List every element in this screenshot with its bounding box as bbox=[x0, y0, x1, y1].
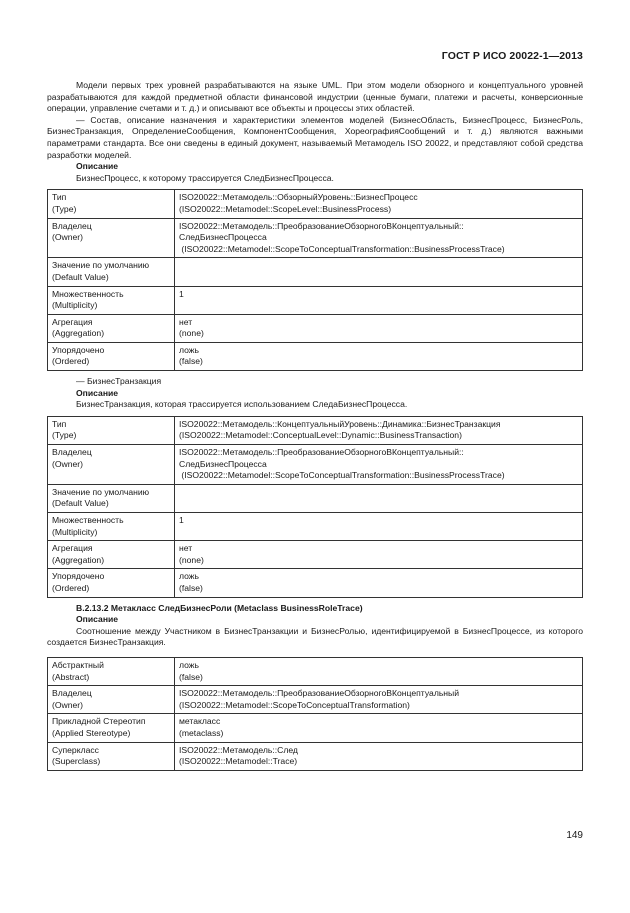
cell-line: СледБизнесПроцесса bbox=[179, 232, 267, 243]
cell-line: ложь bbox=[179, 659, 200, 670]
cell-line: Прикладной Стереотип bbox=[52, 716, 146, 727]
table-row bbox=[48, 314, 583, 342]
cell-line: Владелец bbox=[52, 447, 92, 458]
property-name-cell bbox=[48, 513, 175, 541]
cell-line: Абстрактный bbox=[52, 659, 104, 670]
description-heading: Описание bbox=[76, 161, 119, 172]
cell-line: (Default Value) bbox=[52, 271, 109, 282]
property-name-cell bbox=[48, 445, 175, 485]
property-value-cell bbox=[175, 190, 583, 218]
cell-line: Тип bbox=[52, 192, 67, 203]
table-row bbox=[48, 286, 583, 314]
property-name-cell bbox=[48, 657, 175, 685]
business-process-table bbox=[47, 189, 583, 371]
cell-line: Агрегация bbox=[52, 316, 93, 327]
property-name-cell bbox=[48, 286, 175, 314]
cell-line: Упорядочено bbox=[52, 571, 105, 582]
property-value-cell bbox=[175, 218, 583, 258]
table-row bbox=[48, 513, 583, 541]
property-name-cell bbox=[48, 686, 175, 714]
cell-line: (ISO20022::Metamodel::ScopeToConceptualTransformation::BusinessProcessTrace) bbox=[179, 470, 505, 481]
cell-line: Упорядочено bbox=[52, 344, 105, 355]
property-value-cell bbox=[175, 541, 583, 569]
cell-line: 1 bbox=[179, 288, 184, 299]
cell-line: (ISO20022::Metamodel::Trace) bbox=[179, 756, 298, 767]
business-transaction-table bbox=[47, 416, 583, 598]
cell-line: (false) bbox=[179, 671, 203, 682]
cell-line: Множественность bbox=[52, 515, 124, 525]
cell-line: Значение по умолчанию bbox=[52, 260, 150, 271]
property-name-cell bbox=[48, 218, 175, 258]
table-row bbox=[48, 686, 583, 714]
cell-line: (false) bbox=[179, 356, 203, 367]
page-content bbox=[47, 80, 583, 771]
cell-line: ISO20022::Метамодель::След bbox=[179, 744, 298, 755]
cell-line: (false) bbox=[179, 582, 203, 593]
cell-line: (Applied Stereotype) bbox=[52, 727, 131, 738]
cell-line: (Owner) bbox=[52, 232, 84, 243]
property-value-cell bbox=[175, 258, 583, 286]
property-name-cell bbox=[48, 258, 175, 286]
property-value-cell bbox=[175, 742, 583, 770]
description-text: БизнесПроцесс, к которому трассируется СледБизнесПроцесса. bbox=[76, 172, 334, 183]
table-row bbox=[48, 541, 583, 569]
table-row bbox=[48, 484, 583, 512]
cell-line: (none) bbox=[179, 328, 204, 339]
cell-line: (Default Value) bbox=[52, 498, 109, 509]
business-transaction-item: — БизнесТранзакция bbox=[76, 376, 162, 387]
cell-line: метакласс bbox=[179, 716, 221, 727]
cell-line: ложь bbox=[179, 571, 200, 582]
cell-line: ISO20022::Метамодель::ПреобразованиеОбзорногоВКонцептуальный:: bbox=[179, 447, 464, 458]
cell-line: (Aggregation) bbox=[52, 554, 105, 565]
property-name-cell bbox=[48, 314, 175, 342]
table-row bbox=[48, 445, 583, 485]
table-row bbox=[48, 742, 583, 770]
intro-paragraph-uml: Модели первых трех уровней разрабатываются на языке UML. При этом модели обзорного и концептуального уровней разрабатываются для каждой предметной области финансовой индустрии (ценные бумаги, платежи и расчеты, конверсионные операции, управление счетами и т. д.) и описывают все объекты и процессы этих областей. bbox=[47, 80, 583, 114]
table-row bbox=[48, 657, 583, 685]
cell-line: (none) bbox=[179, 554, 204, 565]
cell-line: СледБизнесПроцесса bbox=[179, 458, 267, 469]
cell-line: (Ordered) bbox=[52, 582, 90, 593]
cell-line: Значение по умолчанию bbox=[52, 486, 150, 497]
cell-line: нет bbox=[179, 316, 193, 327]
table-row bbox=[48, 416, 583, 444]
cell-line: (metaclass) bbox=[179, 727, 224, 738]
property-name-cell bbox=[48, 569, 175, 597]
cell-line: ложь bbox=[179, 344, 200, 355]
property-value-cell bbox=[175, 569, 583, 597]
cell-line: (Abstract) bbox=[52, 671, 90, 682]
cell-line: (ISO20022::Metamodel::ConceptualLevel::Dynamic::BusinessTransaction) bbox=[179, 430, 462, 441]
cell-line: Тип bbox=[52, 418, 67, 429]
property-value-cell bbox=[175, 445, 583, 485]
cell-line: (Owner) bbox=[52, 699, 84, 710]
property-value-cell bbox=[175, 513, 583, 541]
table-row bbox=[48, 342, 583, 370]
table-row bbox=[48, 190, 583, 218]
cell-line: Суперкласс bbox=[52, 744, 99, 755]
property-value-cell bbox=[175, 416, 583, 444]
cell-line: (Type) bbox=[52, 203, 77, 214]
property-name-cell bbox=[48, 342, 175, 370]
cell-line: (ISO20022::Metamodel::ScopeLevel::BusinessProcess) bbox=[179, 203, 392, 214]
table-row bbox=[48, 258, 583, 286]
table-row bbox=[48, 714, 583, 742]
section-description-text: Соотношение между Участником в БизнесТранзакции и БизнесРолью, идентифицируемой в БизнесПроцессе, из которого создается БизнесТранзакция. bbox=[47, 625, 583, 648]
page-number: 149 bbox=[566, 830, 583, 841]
cell-line: Множественность bbox=[52, 288, 124, 299]
cell-line: (ISO20022::Metamodel::ScopeToConceptualTransformation) bbox=[179, 699, 410, 710]
description-heading-2: Описание bbox=[76, 387, 119, 398]
cell-line: ISO20022::Метамодель::ОбзорныйУровень::БизнесПроцесс bbox=[179, 192, 418, 203]
table-row bbox=[48, 218, 583, 258]
property-value-cell bbox=[175, 484, 583, 512]
cell-line: Владелец bbox=[52, 220, 92, 231]
cell-line: (Superclass) bbox=[52, 756, 101, 767]
property-name-cell bbox=[48, 416, 175, 444]
table-row bbox=[48, 569, 583, 597]
description-text-2: БизнесТранзакция, которая трассируется использованием СледаБизнесПроцесса. bbox=[76, 399, 408, 410]
cell-line: (Ordered) bbox=[52, 356, 90, 367]
cell-line: (ISO20022::Metamodel::ScopeToConceptualTransformation::BusinessProcessTrace) bbox=[179, 243, 505, 254]
cell-line: (Aggregation) bbox=[52, 328, 105, 339]
property-name-cell bbox=[48, 742, 175, 770]
property-name-cell bbox=[48, 714, 175, 742]
section-heading: В.2.13.2 Метакласс СледБизнесРоли (Metaclass BusinessRoleTrace) bbox=[76, 602, 363, 613]
cell-line: Агрегация bbox=[52, 543, 93, 554]
cell-line: ISO20022::Метамодель::ПреобразованиеОбзорногоВКонцептуальный bbox=[179, 688, 460, 699]
intro-paragraph-composition: — Состав, описание назначения и характеристики элементов моделей (БизнесОбласть, БизнесПроцесс, БизнесРоль, БизнесТранзакция, ОпределениеСообщения, КомпонентСообщения, ХореографияСообщений и т. д.) являются важными параметрами стандарта. Все они сведены в единый документ, называемый Метамодель ISO 20022, и представляют собой средства разработки моделей. bbox=[47, 114, 583, 160]
property-name-cell bbox=[48, 190, 175, 218]
cell-line: ISO20022::Метамодель::ПреобразованиеОбзорногоВКонцептуальный:: bbox=[179, 220, 464, 231]
cell-line: (Type) bbox=[52, 430, 77, 441]
cell-line: нет bbox=[179, 543, 193, 554]
page-header: ГОСТ Р ИСО 20022-1—2013 bbox=[441, 50, 583, 62]
property-name-cell bbox=[48, 541, 175, 569]
cell-line: (Multiplicity) bbox=[52, 300, 98, 311]
cell-line: Владелец bbox=[52, 688, 92, 699]
property-value-cell bbox=[175, 714, 583, 742]
property-value-cell bbox=[175, 342, 583, 370]
property-value-cell bbox=[175, 657, 583, 685]
cell-line: (Multiplicity) bbox=[52, 526, 98, 537]
property-value-cell bbox=[175, 686, 583, 714]
section-description-heading: Описание bbox=[76, 614, 119, 625]
property-value-cell bbox=[175, 314, 583, 342]
cell-line: 1 bbox=[179, 515, 184, 525]
property-name-cell bbox=[48, 484, 175, 512]
property-value-cell bbox=[175, 286, 583, 314]
business-role-trace-table bbox=[47, 657, 583, 771]
cell-line: (Owner) bbox=[52, 458, 84, 469]
cell-line: ISO20022::Метамодель::КонцептуальныйУровень::Динамика::БизнесТранзакция bbox=[179, 418, 501, 429]
